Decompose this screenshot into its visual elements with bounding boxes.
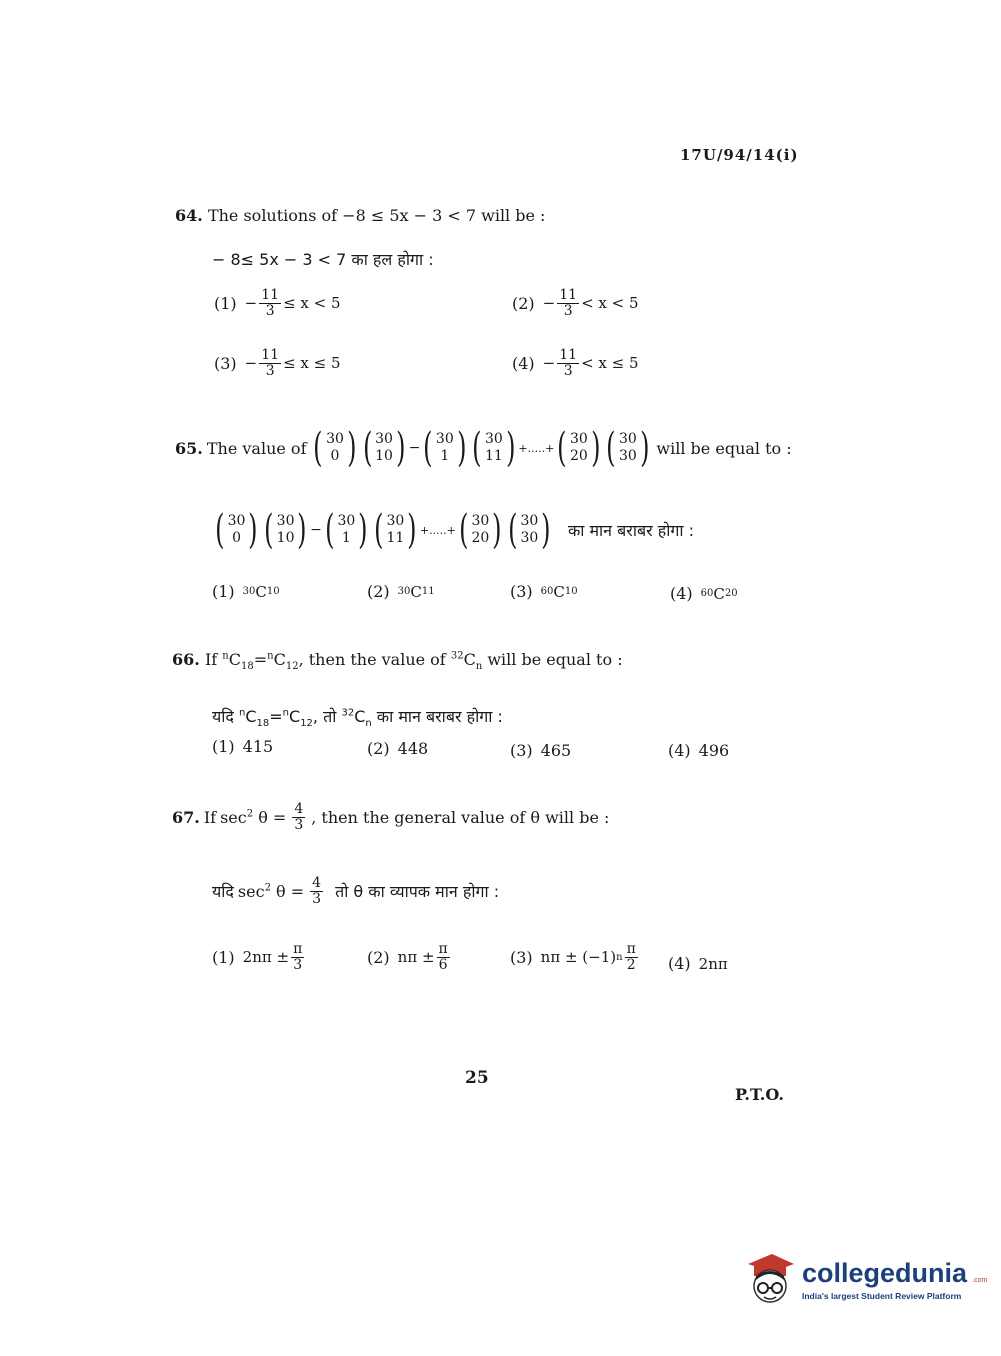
q67-option-1[interactable]: (1) 2nπ ± $\frac{\pi}{3}$ [212,941,303,973]
fraction: $\frac{11}{3}$ [261,347,280,379]
q67-option-2[interactable]: (2) nπ ± $\frac{\pi}{6}$ [367,941,448,973]
q65-number: 65. [175,438,203,458]
q67-option-3[interactable]: (3) nπ ± (−1) n $\frac{\pi}{2}$ [510,941,636,973]
option-math: − $\frac{11}{3}$ < x ≤ 5 [542,347,639,379]
logo-name: collegedunia [802,1257,968,1288]
q65-option-1[interactable]: (1) 30 C 10 [212,582,280,601]
q65-en [175,425,792,471]
fraction: $\frac{11}{3}$ [559,287,578,319]
fraction: $\frac{4}{3}$ [312,875,322,907]
q64-option-4[interactable] [512,348,639,378]
q64-option-2[interactable] [512,288,639,318]
fraction: $\frac{11}{3}$ [559,347,578,379]
collegedunia-logo [742,1250,987,1310]
student-mascot-icon [742,1250,796,1310]
q67-en: 67. If $\sec^2 \theta$ = $\frac{4}{3}$ , then the general value of θ will be : [172,801,610,833]
pto-label: P.T.O. [735,1085,784,1104]
q65-hi-text: का मान बराबर होगा : [567,521,694,540]
q66-option-3[interactable]: (3) 465 [510,741,572,760]
q65-text-pre: The value of [206,438,307,458]
q66-en: 66. If $^nC_{18}=^nC_{12}$, then the value of $^{32}C_n$ will be equal to : [172,650,623,673]
q67-hi: यदि $\sec^2 \theta$ = $\frac{4}{3}$ तो θ का व्यापक मान होगा : [212,875,500,907]
q66-option-4[interactable]: (4) 496 [668,741,730,760]
q65-text-post: will be equal to : [656,438,792,458]
page-number: 25 [465,1068,489,1088]
q65-option-2[interactable]: (2) 30 C 11 [367,582,435,601]
q65-option-4[interactable]: (4) 60 C 20 [670,584,738,603]
option-label: (4) [512,353,535,373]
option-math: − $\frac{11}{3}$ < x < 5 [542,287,639,319]
q64-hi: − 8≤ 5x − 3 < 7 का हल होगा : [212,250,434,269]
q67-number: 67. [172,807,200,827]
binomial-expression: ( 30 0 ) ( 30 10 ) − ( 30 1 ) ( 30 11 ) +.....+ ( 30 20 ) ( 30 30 ) [313,425,650,471]
q64-text: The solutions of −8 ≤ 5x − 3 < 7 will be : [207,206,546,225]
q66-number: 66. [172,650,200,669]
fraction: $\frac{4}{3}$ [294,801,304,833]
logo-tagline: India's largest Student Review Platform [802,1290,962,1301]
paper-code: 17U/94/14(i) [680,146,799,164]
q66-option-1[interactable]: (1) 415 [212,737,274,756]
option-math: − $\frac{11}{3}$ ≤ x ≤ 5 [244,347,341,379]
option-label: (1) [214,293,237,313]
q64-option-3[interactable] [214,348,341,378]
option-label: (3) [214,353,237,373]
q65-hi [212,507,694,553]
option-math: − $\frac{11}{3}$ ≤ x < 5 [244,287,341,319]
logo-com: .com [972,1276,988,1284]
q64-en [175,206,545,225]
q65-option-3[interactable]: (3) 60 C 10 [510,582,578,601]
option-label: (2) [512,293,535,313]
q64-number: 64. [175,206,203,225]
q67-option-4[interactable]: (4) 2nπ [668,954,728,973]
binomial-expression: ( 30 0 ) ( 30 10 ) − ( 30 1 ) ( 30 11 ) +.....+ ( 30 20 ) ( 30 30 ) [215,507,551,553]
q66-hi: यदि $^nC_{18}=^nC_{12}$, तो $^{32}C_n$ का मान बराबर होगा : [212,707,503,730]
fraction: $\frac{11}{3}$ [261,287,280,319]
q64-option-1[interactable] [214,288,341,318]
q66-option-2[interactable]: (2) 448 [367,739,429,758]
